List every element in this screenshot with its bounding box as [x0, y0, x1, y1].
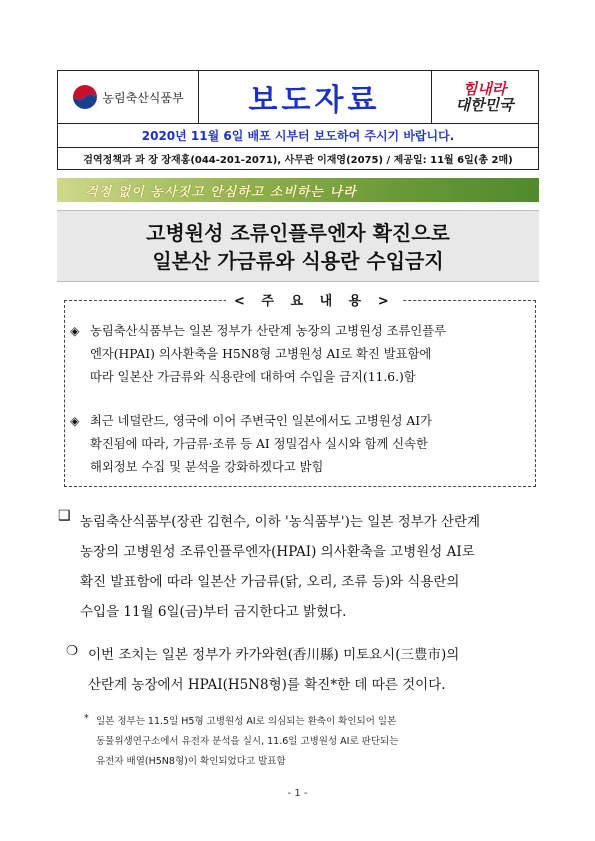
footnote-line: 일본 정부는 11.5일 H5형 고병원성 AI로 의심되는 환축이 확인되어 일본 — [96, 716, 397, 727]
key-point-line: 엔자(HPAI) 의사환축을 H5N8형 고병원성 AI로 확진 발표함에 — [90, 347, 432, 361]
page-number: - 1 - — [287, 788, 308, 799]
contact-info: 검역정책과 과 장 장재홍(044-201-2071), 사무관 이재영(2075) / 제공일: 11월 6일(총 2매) — [83, 154, 513, 166]
footnote-line: 유전자 배열(H5N8형)이 확인되었다고 발표함 — [96, 756, 286, 767]
body-line: 산란계 농장에서 HPAI(H5N8형)를 확진*한 데 따른 것이다. — [88, 677, 446, 693]
body-line: 이번 조치는 일본 정부가 카가와현(香川縣) 미토요시(三豊市)의 — [88, 647, 460, 663]
body-line: 확진 발표함에 따라 일본산 가금류(닭, 오리, 조류 등)와 식용란의 — [80, 574, 460, 590]
checkbox-bullet-icon: ❑ — [58, 508, 71, 524]
slogan-logo — [431, 71, 538, 123]
key-point-line: 따라 일본산 가금류와 식용란에 대하여 수입을 금지(11.6.)함 — [90, 370, 416, 384]
header-top-row — [58, 71, 538, 124]
press-release-title-cell — [198, 71, 432, 123]
ministry-name: 농림축산식품부 — [102, 90, 184, 105]
circle-bullet-icon: ❍ — [66, 643, 79, 659]
key-point-line: 확진됨에 따라, 가금류·조류 등 AI 정밀검사 실시와 함께 신속한 — [90, 437, 428, 451]
embargo-notice: 2020년 11월 6일 배포 시부터 보도하여 주시기 바랍니다. — [141, 128, 455, 143]
headline-line1: 고병원성 조류인플루엔자 확진으로 — [146, 221, 450, 245]
body-line: 수입을 11월 6일(금)부터 금지한다고 밝혔다. — [80, 604, 347, 620]
embargo-row — [58, 123, 538, 148]
body-line: 농장의 고병원성 조류인플루엔자(HPAI) 의사환축을 고병원성 AI로 — [80, 544, 475, 560]
key-point-line: 농림축산식품부는 일본 정부가 산란계 농장의 고병원성 조류인플루 — [90, 324, 447, 338]
slogan-line2: 대한민국 — [455, 96, 514, 114]
headline-line2: 일본산 가금류와 식용란 수입금지 — [152, 249, 444, 273]
banner-text: 걱정 없이 농사짓고 안심하고 소비하는 나라 — [85, 185, 357, 200]
press-release-header — [57, 70, 539, 170]
headline-box — [57, 210, 539, 282]
body-line: 농림축산식품부(장관 김현수, 이하 '농식품부')는 일본 정부가 산란계 — [80, 514, 481, 530]
diamond-bullet-icon: ◈ — [70, 414, 80, 428]
footnote-line: 동물위생연구소에서 유전자 분석을 실시, 11.6일 고병원성 AI로 판단되는 — [96, 736, 399, 747]
ministry-emblem-icon — [72, 84, 98, 110]
contact-row — [58, 147, 538, 169]
press-release-title: 보도자료 — [248, 83, 381, 118]
diamond-bullet-icon: ◈ — [70, 324, 80, 338]
slogan-line1: 힘내라 — [462, 80, 507, 98]
slogan-banner — [57, 178, 539, 202]
footnote-marker: * — [84, 713, 89, 724]
key-point-line: 해외정보 수집 및 분석을 강화하겠다고 밝힘 — [90, 460, 324, 474]
ministry-logo-cell — [58, 71, 199, 123]
key-point-line: 최근 네덜란드, 영국에 이어 주변국인 일본에서도 고병원성 AI가 — [90, 414, 432, 428]
key-points-label: < 주 요 내 용 > — [226, 290, 403, 309]
